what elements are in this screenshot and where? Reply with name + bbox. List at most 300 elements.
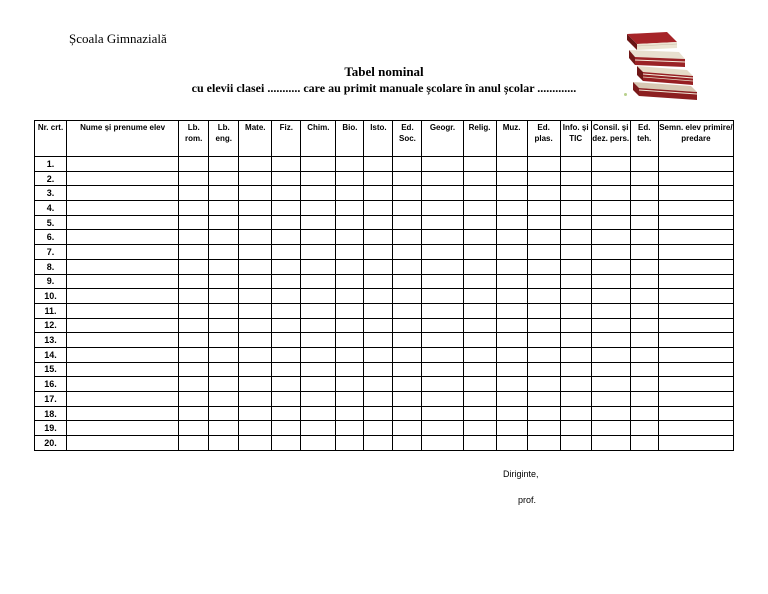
table-cell bbox=[658, 259, 733, 274]
table-cell bbox=[67, 186, 179, 201]
table-cell bbox=[591, 362, 630, 377]
table-cell bbox=[422, 347, 463, 362]
table-cell bbox=[239, 392, 272, 407]
table-cell bbox=[658, 362, 733, 377]
table-cell bbox=[591, 303, 630, 318]
table-cell bbox=[463, 230, 496, 245]
table-cell bbox=[272, 406, 301, 421]
table-cell bbox=[301, 303, 336, 318]
table-cell bbox=[272, 215, 301, 230]
table-cell bbox=[67, 421, 179, 436]
table-cell bbox=[463, 274, 496, 289]
table-cell bbox=[239, 406, 272, 421]
table-cell bbox=[209, 259, 239, 274]
table-row bbox=[35, 333, 734, 348]
table-cell bbox=[527, 245, 560, 260]
table-cell bbox=[422, 171, 463, 186]
table-cell bbox=[301, 333, 336, 348]
table-cell bbox=[239, 215, 272, 230]
table-cell bbox=[630, 333, 658, 348]
table-cell bbox=[463, 362, 496, 377]
table-cell bbox=[393, 230, 422, 245]
table-row bbox=[35, 392, 734, 407]
table-cell bbox=[422, 392, 463, 407]
table-cell bbox=[301, 347, 336, 362]
table-cell bbox=[422, 377, 463, 392]
table-row bbox=[35, 245, 734, 260]
table-cell bbox=[560, 406, 591, 421]
table-cell bbox=[463, 333, 496, 348]
table-cell bbox=[463, 259, 496, 274]
table-cell bbox=[527, 201, 560, 216]
table-row bbox=[35, 186, 734, 201]
table-cell bbox=[179, 392, 209, 407]
table-cell bbox=[630, 436, 658, 451]
table-cell bbox=[393, 259, 422, 274]
table-cell bbox=[272, 436, 301, 451]
table-cell bbox=[496, 333, 527, 348]
table-cell bbox=[67, 289, 179, 304]
table-cell bbox=[463, 318, 496, 333]
table-cell bbox=[496, 259, 527, 274]
table-cell bbox=[364, 377, 393, 392]
table-cell bbox=[393, 289, 422, 304]
table-cell bbox=[527, 274, 560, 289]
table-cell bbox=[496, 347, 527, 362]
table-cell bbox=[67, 362, 179, 377]
table-cell bbox=[496, 230, 527, 245]
table-cell bbox=[591, 157, 630, 172]
table-row bbox=[35, 318, 734, 333]
table-cell bbox=[527, 303, 560, 318]
column-header: Fiz. bbox=[272, 121, 301, 157]
table-row bbox=[35, 289, 734, 304]
table-cell bbox=[272, 377, 301, 392]
table-cell bbox=[658, 421, 733, 436]
table-cell bbox=[179, 421, 209, 436]
table-cell bbox=[67, 230, 179, 245]
table-row bbox=[35, 157, 734, 172]
table-cell bbox=[239, 362, 272, 377]
table-cell bbox=[560, 303, 591, 318]
table-cell bbox=[560, 392, 591, 407]
table-cell bbox=[301, 245, 336, 260]
table-cell bbox=[463, 186, 496, 201]
table-cell bbox=[527, 230, 560, 245]
row-number: 20. bbox=[35, 436, 67, 451]
table-cell bbox=[422, 318, 463, 333]
table-cell bbox=[301, 289, 336, 304]
table-row bbox=[35, 377, 734, 392]
table-cell bbox=[496, 377, 527, 392]
row-number: 5. bbox=[35, 215, 67, 230]
table-cell bbox=[630, 157, 658, 172]
table-cell bbox=[591, 274, 630, 289]
table-cell bbox=[336, 347, 364, 362]
row-number: 16. bbox=[35, 377, 67, 392]
table-cell bbox=[560, 245, 591, 260]
table-cell bbox=[463, 157, 496, 172]
table-cell bbox=[527, 406, 560, 421]
table-cell bbox=[560, 186, 591, 201]
row-number: 6. bbox=[35, 230, 67, 245]
row-number: 11. bbox=[35, 303, 67, 318]
table-cell bbox=[67, 318, 179, 333]
table-cell bbox=[630, 377, 658, 392]
table-cell bbox=[272, 274, 301, 289]
table-cell bbox=[239, 436, 272, 451]
table-cell bbox=[364, 201, 393, 216]
table-cell bbox=[336, 171, 364, 186]
column-header: Geogr. bbox=[422, 121, 463, 157]
table-cell bbox=[630, 347, 658, 362]
table-cell bbox=[463, 436, 496, 451]
table-cell bbox=[209, 347, 239, 362]
table-cell bbox=[272, 171, 301, 186]
table-cell bbox=[630, 318, 658, 333]
table-cell bbox=[272, 347, 301, 362]
table-cell bbox=[393, 406, 422, 421]
table-cell bbox=[239, 245, 272, 260]
table-cell bbox=[496, 406, 527, 421]
column-header: Isto. bbox=[364, 121, 393, 157]
table-cell bbox=[658, 186, 733, 201]
table-cell bbox=[364, 318, 393, 333]
table-cell bbox=[179, 436, 209, 451]
table-cell bbox=[463, 392, 496, 407]
table-cell bbox=[527, 421, 560, 436]
table-cell bbox=[364, 362, 393, 377]
table-cell bbox=[301, 406, 336, 421]
table-cell bbox=[336, 245, 364, 260]
table-cell bbox=[209, 436, 239, 451]
row-number: 17. bbox=[35, 392, 67, 407]
table-cell bbox=[301, 436, 336, 451]
table-cell bbox=[393, 157, 422, 172]
table-cell bbox=[179, 274, 209, 289]
table-cell bbox=[336, 201, 364, 216]
table-cell bbox=[560, 436, 591, 451]
table-cell bbox=[67, 303, 179, 318]
table-cell bbox=[463, 406, 496, 421]
table-cell bbox=[496, 421, 527, 436]
table-cell bbox=[272, 259, 301, 274]
students-table bbox=[34, 120, 734, 451]
table-cell bbox=[591, 259, 630, 274]
table-cell bbox=[67, 333, 179, 348]
table-cell bbox=[179, 377, 209, 392]
table-cell bbox=[336, 230, 364, 245]
table-cell bbox=[393, 333, 422, 348]
table-cell bbox=[336, 318, 364, 333]
table-cell bbox=[422, 421, 463, 436]
table-cell bbox=[67, 347, 179, 362]
table-cell bbox=[301, 259, 336, 274]
table-cell bbox=[239, 186, 272, 201]
row-number: 13. bbox=[35, 333, 67, 348]
table-cell bbox=[364, 157, 393, 172]
table-cell bbox=[630, 259, 658, 274]
table-cell bbox=[179, 201, 209, 216]
table-cell bbox=[658, 157, 733, 172]
table-cell bbox=[422, 215, 463, 230]
table-cell bbox=[179, 186, 209, 201]
table-cell bbox=[272, 333, 301, 348]
table-cell bbox=[336, 436, 364, 451]
table-cell bbox=[560, 362, 591, 377]
books-stack-icon bbox=[623, 30, 701, 102]
table-cell bbox=[393, 303, 422, 318]
row-number: 7. bbox=[35, 245, 67, 260]
table-cell bbox=[364, 186, 393, 201]
table-cell bbox=[422, 303, 463, 318]
table-cell bbox=[496, 215, 527, 230]
table-cell bbox=[393, 377, 422, 392]
table-cell bbox=[630, 421, 658, 436]
table-cell bbox=[560, 259, 591, 274]
table-cell bbox=[272, 392, 301, 407]
table-cell bbox=[393, 421, 422, 436]
table-cell bbox=[179, 259, 209, 274]
row-number: 15. bbox=[35, 362, 67, 377]
table-cell bbox=[527, 318, 560, 333]
table-cell bbox=[658, 230, 733, 245]
table-cell bbox=[393, 201, 422, 216]
row-number: 19. bbox=[35, 421, 67, 436]
table-cell bbox=[496, 245, 527, 260]
table-cell bbox=[336, 303, 364, 318]
column-header: Nr. crt. bbox=[35, 121, 67, 157]
table-row bbox=[35, 215, 734, 230]
row-number: 4. bbox=[35, 201, 67, 216]
table-cell bbox=[272, 289, 301, 304]
table-cell bbox=[364, 230, 393, 245]
table-cell bbox=[560, 215, 591, 230]
table-cell bbox=[336, 421, 364, 436]
table-cell bbox=[422, 333, 463, 348]
table-cell bbox=[179, 303, 209, 318]
table-cell bbox=[364, 421, 393, 436]
table-cell bbox=[560, 171, 591, 186]
table-cell bbox=[463, 421, 496, 436]
table-cell bbox=[658, 289, 733, 304]
row-number: 14. bbox=[35, 347, 67, 362]
table-cell bbox=[239, 347, 272, 362]
table-cell bbox=[301, 186, 336, 201]
table-cell bbox=[496, 362, 527, 377]
table-cell bbox=[496, 157, 527, 172]
column-header: Ed. teh. bbox=[630, 121, 658, 157]
table-cell bbox=[301, 230, 336, 245]
table-cell bbox=[209, 245, 239, 260]
table-row bbox=[35, 347, 734, 362]
table-cell bbox=[393, 245, 422, 260]
table-cell bbox=[272, 230, 301, 245]
table-cell bbox=[393, 318, 422, 333]
table-cell bbox=[658, 392, 733, 407]
table-row bbox=[35, 274, 734, 289]
column-header: Muz. bbox=[496, 121, 527, 157]
table-row bbox=[35, 171, 734, 186]
table-cell bbox=[336, 406, 364, 421]
table-cell bbox=[301, 392, 336, 407]
table-cell bbox=[364, 171, 393, 186]
table-cell bbox=[364, 289, 393, 304]
table-cell bbox=[209, 406, 239, 421]
table-cell bbox=[364, 436, 393, 451]
column-header: Chim. bbox=[301, 121, 336, 157]
table-cell bbox=[658, 171, 733, 186]
table-cell bbox=[179, 406, 209, 421]
table-cell bbox=[301, 421, 336, 436]
teacher-prof-label: prof. bbox=[518, 495, 537, 505]
table-cell bbox=[209, 303, 239, 318]
row-number: 10. bbox=[35, 289, 67, 304]
table-cell bbox=[179, 171, 209, 186]
table-cell bbox=[422, 436, 463, 451]
table-cell bbox=[496, 274, 527, 289]
table-cell bbox=[393, 215, 422, 230]
table-cell bbox=[591, 230, 630, 245]
table-cell bbox=[239, 274, 272, 289]
table-cell bbox=[630, 171, 658, 186]
table-cell bbox=[527, 392, 560, 407]
table-cell bbox=[630, 274, 658, 289]
table-cell bbox=[658, 245, 733, 260]
table-cell bbox=[591, 215, 630, 230]
table-cell bbox=[560, 201, 591, 216]
table-cell bbox=[239, 230, 272, 245]
column-header: Consil. și dez. pers. bbox=[591, 121, 630, 157]
table-cell bbox=[336, 215, 364, 230]
table-cell bbox=[179, 245, 209, 260]
column-header: Lb. eng. bbox=[209, 121, 239, 157]
table-cell bbox=[364, 406, 393, 421]
table-cell bbox=[591, 186, 630, 201]
table-cell bbox=[463, 289, 496, 304]
table-cell bbox=[209, 230, 239, 245]
table-cell bbox=[658, 377, 733, 392]
table-cell bbox=[527, 362, 560, 377]
table-cell bbox=[496, 303, 527, 318]
table-header-row bbox=[35, 121, 734, 157]
table-cell bbox=[463, 215, 496, 230]
table-cell bbox=[179, 215, 209, 230]
table-cell bbox=[658, 406, 733, 421]
table-cell bbox=[209, 333, 239, 348]
column-header: Semn. elev primire/ predare bbox=[658, 121, 733, 157]
table-cell bbox=[239, 289, 272, 304]
table-cell bbox=[336, 333, 364, 348]
table-cell bbox=[422, 201, 463, 216]
table-cell bbox=[463, 347, 496, 362]
table-cell bbox=[422, 362, 463, 377]
column-header: Mate. bbox=[239, 121, 272, 157]
decorative-dot bbox=[624, 93, 627, 96]
table-cell bbox=[67, 377, 179, 392]
table-cell bbox=[301, 201, 336, 216]
table-row bbox=[35, 259, 734, 274]
table-cell bbox=[560, 289, 591, 304]
table-row bbox=[35, 436, 734, 451]
table-cell bbox=[527, 157, 560, 172]
table-cell bbox=[591, 289, 630, 304]
table-cell bbox=[393, 186, 422, 201]
table-cell bbox=[591, 318, 630, 333]
table-cell bbox=[364, 259, 393, 274]
row-number: 18. bbox=[35, 406, 67, 421]
table-cell bbox=[496, 392, 527, 407]
table-cell bbox=[364, 333, 393, 348]
table-cell bbox=[630, 201, 658, 216]
table-cell bbox=[422, 406, 463, 421]
table-cell bbox=[272, 245, 301, 260]
table-cell bbox=[179, 333, 209, 348]
table-cell bbox=[336, 289, 364, 304]
table-cell bbox=[658, 436, 733, 451]
table-cell bbox=[272, 303, 301, 318]
table-cell bbox=[272, 201, 301, 216]
table-cell bbox=[209, 157, 239, 172]
table-cell bbox=[209, 186, 239, 201]
table-cell bbox=[67, 201, 179, 216]
table-cell bbox=[67, 259, 179, 274]
table-cell bbox=[591, 392, 630, 407]
table-cell bbox=[239, 259, 272, 274]
table-cell bbox=[239, 377, 272, 392]
table-cell bbox=[301, 157, 336, 172]
table-cell bbox=[560, 377, 591, 392]
table-cell bbox=[67, 436, 179, 451]
table-cell bbox=[658, 201, 733, 216]
table-cell bbox=[239, 303, 272, 318]
table-cell bbox=[67, 406, 179, 421]
column-header: Bio. bbox=[336, 121, 364, 157]
table-cell bbox=[496, 289, 527, 304]
row-number: 8. bbox=[35, 259, 67, 274]
table-cell bbox=[393, 171, 422, 186]
table-cell bbox=[209, 274, 239, 289]
table-cell bbox=[560, 421, 591, 436]
table-cell bbox=[658, 274, 733, 289]
table-row bbox=[35, 303, 734, 318]
document-subtitle: cu elevii clasei ........... care au primit manuale școlare în anul școlar ............. bbox=[191, 81, 577, 95]
table-cell bbox=[591, 421, 630, 436]
table-cell bbox=[630, 215, 658, 230]
table-cell bbox=[527, 186, 560, 201]
table-cell bbox=[496, 436, 527, 451]
table-cell bbox=[67, 171, 179, 186]
table-cell bbox=[630, 245, 658, 260]
table-cell bbox=[422, 259, 463, 274]
table-row bbox=[35, 362, 734, 377]
table-cell bbox=[336, 186, 364, 201]
table-row bbox=[35, 421, 734, 436]
table-cell bbox=[463, 245, 496, 260]
table-cell bbox=[301, 215, 336, 230]
table-cell bbox=[272, 157, 301, 172]
school-name: Școala Gimnazială bbox=[69, 31, 167, 46]
table-cell bbox=[393, 436, 422, 451]
table-cell bbox=[209, 318, 239, 333]
column-header: Relig. bbox=[463, 121, 496, 157]
table-cell bbox=[301, 318, 336, 333]
table-cell bbox=[527, 333, 560, 348]
row-number: 9. bbox=[35, 274, 67, 289]
table-cell bbox=[179, 347, 209, 362]
table-cell bbox=[463, 303, 496, 318]
table-body bbox=[35, 157, 734, 451]
